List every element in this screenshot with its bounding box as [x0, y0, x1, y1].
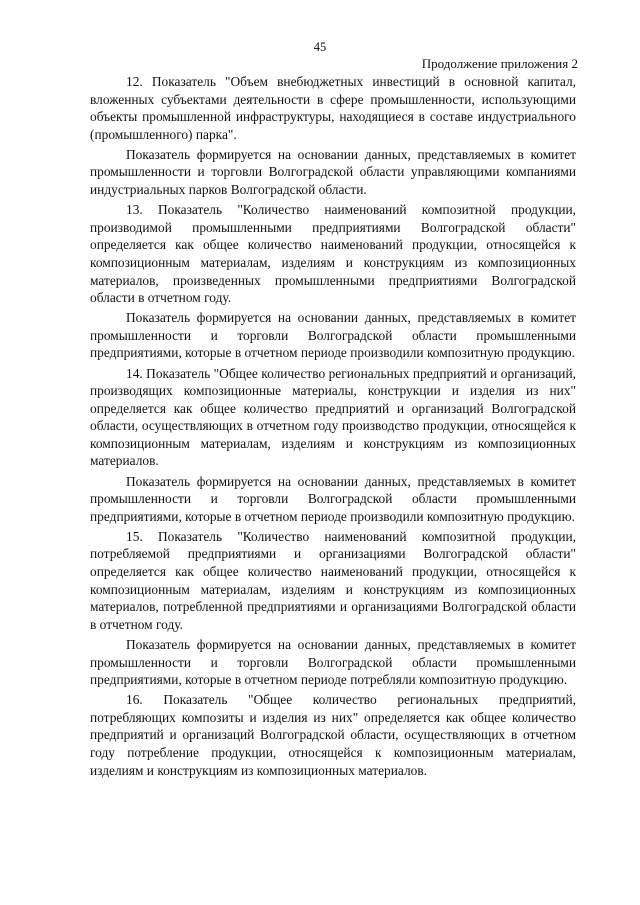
paragraph-indicator-13-source: Показатель формируется на основании данных, представляемых в комитет промышленности и торговли Волгоградской области промышленными предприятиями, которые в отчетном периоде производили композитную продукцию. [90, 310, 576, 361]
paragraph-indicator-14-source: Показатель формируется на основании данных, представляемых в комитет промышленности и торговли Волгоградской области промышленными предприятиями, которые в отчетном периоде производили композитную продукцию. [90, 473, 576, 524]
paragraph-indicator-13: 13. Показатель "Количество наименований композитной продукции, производимой промышленными предприятиями Волгоградской области" определяется как общее количество наименований продукции, относящейся к композиционным материалам, изделиям и конструкциям из композиционных материалов, произведенных промышленными предприятиями Волгоградской области в отчетном году. [90, 202, 576, 306]
paragraph-indicator-12-source: Показатель формируется на основании данных, представляемых в комитет промышленности и торговли Волгоградской области управляющими компаниями индустриальных парков Волгоградской области. [90, 146, 576, 198]
paragraph-indicator-15-source: Показатель формируется на основании данных, представляемых в комитет промышленности и торговли Волгоградской области промышленными предприятиями, которые в отчетном периоде потребляли композитную продукцию. [90, 636, 576, 688]
paragraph-indicator-14: 14. Показатель "Общее количество региональных предприятий и организаций, производящих композиционные материалы, конструкции и изделия из них" определяется как общее количество предприятий и организаций Волгоградской области, осуществляющих в отчетном году производство продукции, относящейся к композиционным материалам, изделиям и конструкциям из композиционных материалов. [90, 365, 576, 469]
paragraph-indicator-15: 15. Показатель "Количество наименований композитной продукции, потребляемой предприятиями и организациями Волгоградской области" определяется как общее количество наименований продукции, относящейся к композиционным материалам, изделиям и конструкциям из композиционных материалов, потребленной предприятиями и организациями Волгоградской области в отчетном году. [90, 528, 576, 632]
paragraph-indicator-12: 12. Показатель "Объем внебюджетных инвестиций в основной капитал, вложенных субъектами деятельности в сфере промышленности, использующими объекты промышленной инфраструктуры, находящиеся в составе индустриального (промышленного) парка". [90, 74, 576, 142]
paragraph-indicator-16: 16. Показатель "Общее количество региональных предприятий, потребляющих композиты и изделия из них" определяется как общее количество предприятий и организаций Волгоградской области, осуществляющих в отчетном году потребление продукции, относящейся к композиционным материалам, изделиям и конструкциям из композиционных материалов. [90, 692, 576, 778]
page-number: 45 [313, 40, 327, 54]
appendix-continuation-label: Продолжение приложения 2 [421, 56, 578, 71]
document-body [90, 73, 576, 782]
